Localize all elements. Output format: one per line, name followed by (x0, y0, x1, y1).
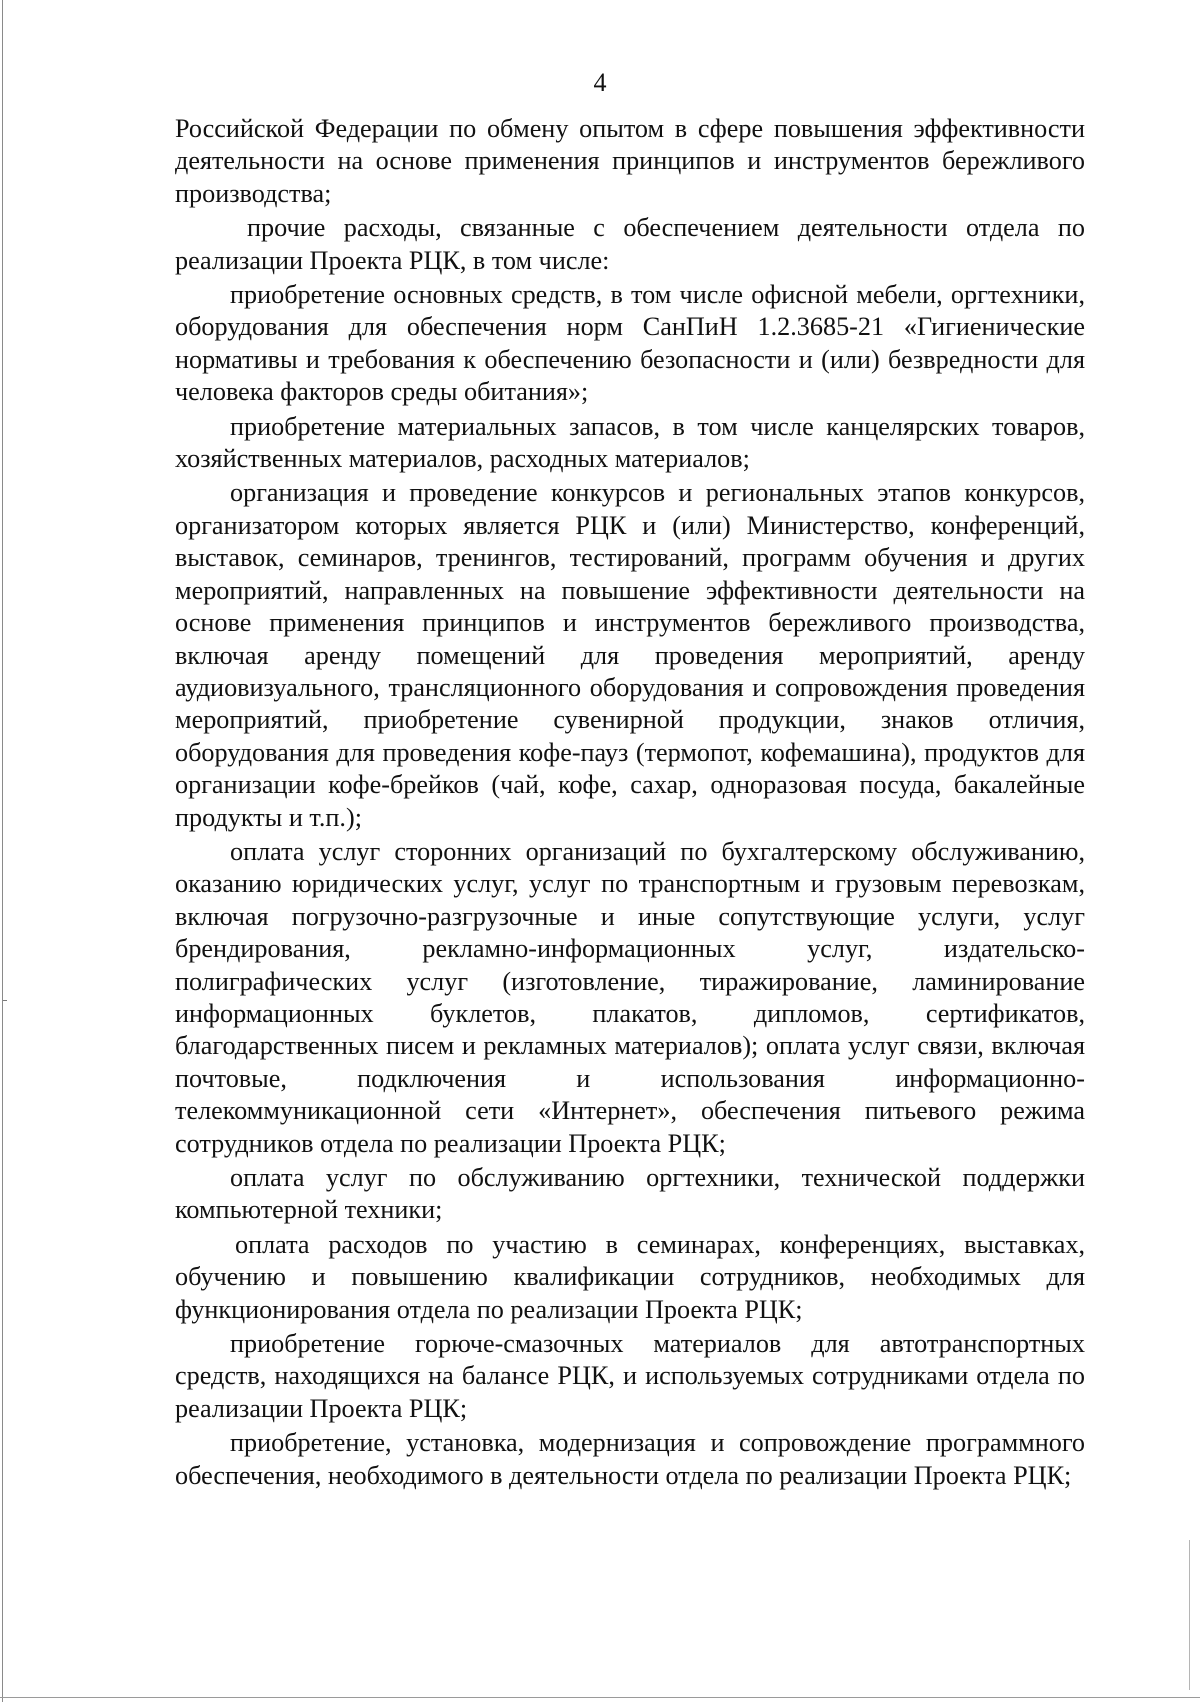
paragraph-material-stocks: приобретение материальных запасов, в том числе канцелярских товаров, хозяйственных материалов, расходных материалов; (175, 411, 1085, 474)
paragraph-fuel-lubricants: приобретение горюче-смазочных материалов для автотранспортных средств, находящихся на балансе РЦК, и используемых сотрудниками отдела по реализации Проекта РЦК; (175, 1329, 1085, 1423)
paragraph-office-equipment-service: оплата услуг по обслуживанию оргтехники, технической поддержки компьютерной техники; (175, 1163, 1085, 1225)
paragraph-software: приобретение, установка, модернизация и сопровождение программного обеспечения, необходимого в деятельности отдела по реализации Проекта РЦК; (175, 1428, 1085, 1490)
paragraph-fixed-assets: приобретение основных средств, в том числе офисной мебели, оргтехники, оборудования для обеспечения норм СанПиН 1.2.3685-21 «Гигиенические нормативы и требования к обеспечению безопасности и (или) безвредности для человека факторов среды обитания»; (175, 280, 1085, 407)
page-number: 4 (593, 68, 607, 97)
scan-edge-bottom (0, 1697, 1200, 1698)
paragraph-training-expenses: оплата расходов по участию в семинарах, конференциях, выставках, обучению и повышению квалификации сотрудников, необходимых для функционирования отдела по реализации Проекта РЦК; (175, 1229, 1085, 1324)
paragraph-contests-events: организация и проведение конкурсов и региональных этапов конкурсов, организатором которых является РЦК и (или) Министерство, конференций, выставок, семинаров, тренингов, тестирований, программ обучения и других мероприятий, направленных на повышение эффективности деятельности на основе применения принципов и инструментов бережливого производства, включая аренду помещений для проведения мероприятий, аренду аудиовизуального, трансляционного оборудования и сопровождения проведения мероприятий, приобретение сувенирной продукции, знаков отличия, оборудования для проведения кофе-пауз (термопот, кофемашина), продуктов для организации кофе-брейков (чай, кофе, сахар, одноразовая посуда, бакалейные продукты и т.п.); (175, 478, 1085, 832)
paragraph-continuation: Российской Федерации по обмену опытом в сфере повышения эффективности деятельности на основе применения принципов и инструментов бережливого производства; (175, 114, 1085, 208)
scan-mark-left (3, 1000, 7, 1001)
scan-edge-left (2, 0, 3, 1702)
paragraph-other-expenses: прочие расходы, связанные с обеспечением деятельности отдела по реализации Проекта РЦК, в том числе: (175, 213, 1085, 275)
paragraph-third-party-services: оплата услуг сторонних организаций по бухгалтерскому обслуживанию, оказанию юридических услуг, услуг по транспортным и грузовым перевозкам, включая погрузочно-разгрузочные и иные сопутствующие услуги, услуг брендирования, рекламно-информационных услуг, издательско-полиграфических услуг (изготовление, тиражирование, ламинирование информационных буклетов, плакатов, дипломов, сертификатов, благодарственных писем и рекламных материалов); оплата услуг связи, включая почтовые, подключения и использования информационно-телекоммуникационной сети «Интернет», обеспечения питьевого режима сотрудников отдела по реализации Проекта РЦК; (175, 836, 1085, 1158)
document-body (175, 113, 1085, 1494)
scan-mark-right (1189, 1540, 1190, 1690)
